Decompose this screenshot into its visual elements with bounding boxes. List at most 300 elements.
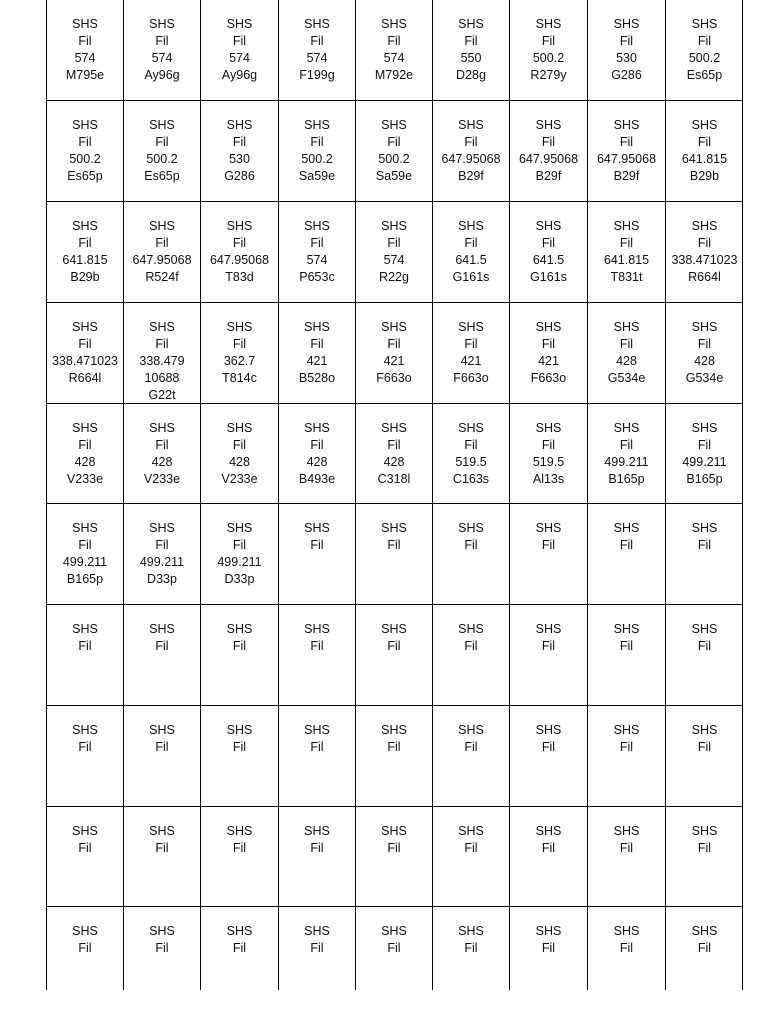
label-line: 428 <box>229 455 250 469</box>
label-cell <box>356 807 433 906</box>
label-cell <box>510 807 588 906</box>
label-line: F199g <box>299 68 335 82</box>
label-line: D28g <box>456 68 486 82</box>
label-line: 641.815 <box>603 253 650 267</box>
label-line: D33p <box>224 572 255 586</box>
label-cell <box>666 101 743 201</box>
table-row <box>47 907 742 990</box>
label-line: Fil <box>464 841 478 855</box>
label-cell <box>588 907 666 990</box>
label-line: SHS <box>72 219 98 233</box>
label-cell <box>356 504 433 604</box>
label-line: SHS <box>691 118 718 132</box>
label-line: SHS <box>149 17 175 31</box>
label-line: SHS <box>535 521 562 535</box>
label-line: SHS <box>691 421 718 435</box>
label-cell <box>433 0 510 100</box>
label-table <box>46 0 743 990</box>
label-line: R524f <box>145 270 179 284</box>
label-line: F663o <box>453 371 489 385</box>
label-line: SHS <box>381 118 407 132</box>
label-line: M795e <box>65 68 105 82</box>
label-cell <box>666 504 743 604</box>
label-line: Fil <box>78 337 92 351</box>
label-cell <box>588 101 666 201</box>
label-line: SHS <box>535 219 562 233</box>
label-line: SHS <box>691 320 718 334</box>
label-line: Fil <box>155 438 169 452</box>
label-line: SHS <box>691 824 718 838</box>
label-line: Fil <box>155 639 169 653</box>
label-line: V233e <box>221 472 258 486</box>
label-cell <box>433 706 510 806</box>
label-cell <box>279 706 356 806</box>
label-line: SHS <box>381 521 407 535</box>
label-line: SHS <box>149 521 175 535</box>
label-line: 362.7 <box>223 354 256 368</box>
label-line: SHS <box>613 924 640 938</box>
label-cell <box>124 404 201 503</box>
label-line: SHS <box>226 824 253 838</box>
label-cell <box>47 605 124 705</box>
label-line: Fil <box>619 740 634 754</box>
label-line: Fil <box>619 34 634 48</box>
label-line: Ay96g <box>221 68 258 82</box>
label-line: 10688 <box>144 371 180 385</box>
label-line: 421 <box>460 354 482 368</box>
label-line: Fil <box>464 639 478 653</box>
label-line: Fil <box>232 135 247 149</box>
label-line: Fil <box>541 236 556 250</box>
label-line: T831t <box>610 270 643 284</box>
label-line: Fil <box>78 639 92 653</box>
label-cell <box>666 605 743 705</box>
label-line: Fil <box>310 841 324 855</box>
label-line: Fil <box>155 236 169 250</box>
label-line: SHS <box>149 219 175 233</box>
label-cell <box>356 907 433 990</box>
label-line: 647.95068 <box>441 152 501 166</box>
label-cell <box>510 101 588 201</box>
label-line: Fil <box>78 841 92 855</box>
label-line: 500.2 <box>688 51 721 65</box>
label-line: R664l <box>688 270 721 284</box>
label-line: SHS <box>72 320 98 334</box>
label-cell <box>588 202 666 302</box>
label-line: 574 <box>74 51 96 65</box>
label-line: SHS <box>535 622 562 636</box>
label-line: 338.479 <box>139 354 185 368</box>
label-line: SHS <box>149 622 175 636</box>
label-cell <box>201 0 279 100</box>
label-line: Fil <box>541 841 556 855</box>
label-line: Fil <box>619 438 634 452</box>
label-line: R279y <box>530 68 567 82</box>
label-cell <box>124 0 201 100</box>
label-line: Fil <box>541 941 556 955</box>
label-line: 519.5 <box>532 455 565 469</box>
label-line: SHS <box>149 723 175 737</box>
label-line: SHS <box>691 17 718 31</box>
label-line: SHS <box>613 219 640 233</box>
label-line: Fil <box>464 941 478 955</box>
label-line: Fil <box>697 841 712 855</box>
label-cell <box>279 101 356 201</box>
label-cell <box>47 706 124 806</box>
label-line: 499.211 <box>217 555 262 569</box>
label-cell <box>356 0 433 100</box>
label-line: 574 <box>306 51 328 65</box>
label-line: SHS <box>304 521 330 535</box>
label-line: Fil <box>619 337 634 351</box>
label-line: 499.211 <box>62 555 108 569</box>
label-line: SHS <box>535 320 562 334</box>
label-line: 421 <box>383 354 405 368</box>
label-line: SHS <box>304 924 330 938</box>
label-line: Fil <box>310 236 324 250</box>
label-line: SHS <box>304 622 330 636</box>
label-line: SHS <box>535 421 562 435</box>
label-line: SHS <box>381 219 407 233</box>
label-line: SHS <box>72 924 98 938</box>
label-cell <box>433 101 510 201</box>
label-line: Sa59e <box>375 169 413 183</box>
table-row <box>47 605 742 706</box>
label-cell <box>588 404 666 503</box>
label-line: Fil <box>232 236 247 250</box>
label-line: Fil <box>310 538 324 552</box>
label-line: Fil <box>155 337 169 351</box>
label-line: SHS <box>535 824 562 838</box>
label-line: SHS <box>691 219 718 233</box>
label-line: SHS <box>381 320 407 334</box>
label-line: Fil <box>387 34 401 48</box>
label-cell <box>588 706 666 806</box>
label-cell <box>510 0 588 100</box>
label-line: SHS <box>458 118 484 132</box>
label-line: Fil <box>78 438 92 452</box>
label-line: 530 <box>616 51 637 65</box>
label-line: SHS <box>149 421 175 435</box>
label-line: Fil <box>541 639 556 653</box>
label-line: Fil <box>697 236 712 250</box>
label-line: G286 <box>224 169 255 183</box>
label-line: Fil <box>697 438 712 452</box>
label-line: G534e <box>607 371 646 385</box>
label-line: 641.815 <box>681 152 728 166</box>
label-cell <box>433 907 510 990</box>
label-line: 647.95068 <box>518 152 579 166</box>
label-line: SHS <box>72 622 98 636</box>
label-cell <box>47 202 124 302</box>
label-line: Fil <box>697 337 712 351</box>
label-line: Fil <box>310 438 324 452</box>
label-cell <box>666 706 743 806</box>
label-cell <box>510 706 588 806</box>
label-line: SHS <box>304 118 330 132</box>
label-line: R664l <box>68 371 102 385</box>
label-line: F663o <box>376 371 412 385</box>
label-line: Fil <box>387 740 401 754</box>
label-cell <box>356 404 433 503</box>
label-cell <box>356 101 433 201</box>
label-line: Fil <box>619 236 634 250</box>
label-line: G22t <box>148 388 176 402</box>
label-cell <box>433 807 510 906</box>
label-line: B165p <box>608 472 645 486</box>
label-line: SHS <box>613 118 640 132</box>
label-line: C318l <box>377 472 411 486</box>
label-cell <box>47 0 124 100</box>
label-line: 500.2 <box>146 152 178 166</box>
label-line: SHS <box>613 622 640 636</box>
label-cell <box>356 202 433 302</box>
label-cell <box>124 807 201 906</box>
label-line: Fil <box>78 236 92 250</box>
label-line: Fil <box>541 740 556 754</box>
label-line: Fil <box>464 438 478 452</box>
label-line: 421 <box>306 354 328 368</box>
label-cell <box>47 404 124 503</box>
label-line: SHS <box>381 723 407 737</box>
label-line: Sa59e <box>298 169 336 183</box>
table-row <box>47 404 742 504</box>
label-line: G534e <box>685 371 724 385</box>
label-line: Fil <box>78 538 92 552</box>
label-cell <box>201 807 279 906</box>
label-line: B29f <box>535 169 562 183</box>
label-cell <box>279 807 356 906</box>
label-line: B165p <box>66 572 104 586</box>
label-line: Fil <box>541 135 556 149</box>
label-line: 530 <box>229 152 250 166</box>
label-line: Fil <box>310 337 324 351</box>
label-line: Fil <box>464 538 478 552</box>
label-line: Fil <box>541 538 556 552</box>
label-line: SHS <box>226 521 253 535</box>
label-line: 500.2 <box>378 152 410 166</box>
label-cell <box>279 0 356 100</box>
label-line: Fil <box>464 135 478 149</box>
label-line: 647.95068 <box>132 253 192 267</box>
label-line: P653c <box>299 270 335 284</box>
label-line: B493e <box>298 472 336 486</box>
label-line: 641.815 <box>62 253 108 267</box>
label-line: 428 <box>151 455 173 469</box>
label-line: G286 <box>611 68 642 82</box>
label-line: SHS <box>226 118 253 132</box>
label-line: SHS <box>458 219 484 233</box>
label-line: SHS <box>226 17 253 31</box>
label-line: 500.2 <box>301 152 333 166</box>
label-line: 500.2 <box>532 51 565 65</box>
label-line: Fil <box>387 639 401 653</box>
label-line: Fil <box>619 841 634 855</box>
label-line: SHS <box>613 521 640 535</box>
label-cell <box>124 202 201 302</box>
label-line: SHS <box>691 622 718 636</box>
label-cell <box>666 202 743 302</box>
table-row <box>47 202 742 303</box>
label-cell <box>433 605 510 705</box>
label-line: SHS <box>535 118 562 132</box>
label-line: SHS <box>72 521 98 535</box>
label-cell <box>47 907 124 990</box>
label-line: Fil <box>155 34 169 48</box>
label-line: SHS <box>72 824 98 838</box>
label-cell <box>47 101 124 201</box>
label-line: 574 <box>383 51 405 65</box>
label-line: SHS <box>72 118 98 132</box>
label-line: F663o <box>530 371 567 385</box>
label-cell <box>201 101 279 201</box>
label-line: Fil <box>387 337 401 351</box>
label-cell <box>201 504 279 604</box>
label-line: Fil <box>310 135 324 149</box>
label-line: SHS <box>691 723 718 737</box>
label-line: Fil <box>232 639 247 653</box>
label-line: Fil <box>155 740 169 754</box>
label-cell <box>588 0 666 100</box>
label-cell <box>124 605 201 705</box>
label-line: SHS <box>381 421 407 435</box>
label-line: SHS <box>458 521 484 535</box>
label-cell <box>510 303 588 403</box>
label-line: Fil <box>387 841 401 855</box>
label-cell <box>124 504 201 604</box>
label-cell <box>433 202 510 302</box>
label-line: T83d <box>225 270 254 284</box>
label-cell <box>201 706 279 806</box>
label-line: SHS <box>304 17 330 31</box>
label-line: SHS <box>535 924 562 938</box>
label-line: Fil <box>464 34 478 48</box>
label-line: SHS <box>613 17 640 31</box>
label-line: SHS <box>458 320 484 334</box>
label-cell <box>124 303 201 403</box>
label-line: Fil <box>464 337 478 351</box>
label-line: SHS <box>72 723 98 737</box>
label-cell <box>201 404 279 503</box>
label-line: SHS <box>149 824 175 838</box>
table-row <box>47 303 742 404</box>
label-line: Fil <box>387 438 401 452</box>
table-row <box>47 504 742 605</box>
label-line: 641.5 <box>532 253 565 267</box>
label-line: 428 <box>694 354 715 368</box>
label-cell <box>47 807 124 906</box>
label-line: B29f <box>458 169 484 183</box>
table-row <box>47 807 742 907</box>
label-line: SHS <box>226 219 253 233</box>
label-cell <box>47 504 124 604</box>
label-cell <box>201 303 279 403</box>
label-cell <box>201 605 279 705</box>
label-line: Fil <box>697 639 712 653</box>
label-cell <box>433 404 510 503</box>
label-line: SHS <box>613 723 640 737</box>
label-line: SHS <box>226 723 253 737</box>
label-line: Fil <box>541 337 556 351</box>
label-line: Fil <box>464 236 478 250</box>
label-line: Fil <box>697 941 712 955</box>
label-line: SHS <box>72 17 98 31</box>
label-cell <box>279 504 356 604</box>
label-line: SHS <box>381 924 407 938</box>
label-line: 550 <box>460 51 482 65</box>
label-line: 338.471023 <box>671 253 738 267</box>
label-line: Fil <box>78 941 92 955</box>
label-cell <box>279 404 356 503</box>
label-line: G161s <box>530 270 567 284</box>
label-line: Fil <box>697 34 712 48</box>
label-line: Fil <box>387 941 401 955</box>
label-line: Ay96g <box>144 68 180 82</box>
label-line: Fil <box>155 941 169 955</box>
label-line: SHS <box>149 320 175 334</box>
label-line: Fil <box>232 337 247 351</box>
label-line: 428 <box>383 455 405 469</box>
label-line: 338.471023 <box>51 354 119 368</box>
label-cell <box>201 907 279 990</box>
label-line: V233e <box>143 472 181 486</box>
label-line: Fil <box>232 34 247 48</box>
label-cell <box>666 303 743 403</box>
label-cell <box>510 605 588 705</box>
label-line: Fil <box>232 740 247 754</box>
label-line: SHS <box>458 622 484 636</box>
label-line: 641.5 <box>455 253 487 267</box>
label-line: SHS <box>613 421 640 435</box>
label-line: Fil <box>310 34 324 48</box>
label-line: Fil <box>619 538 634 552</box>
label-cell <box>510 504 588 604</box>
label-line: Fil <box>232 438 247 452</box>
label-cell <box>279 907 356 990</box>
label-line: SHS <box>381 622 407 636</box>
label-line: 499.211 <box>682 455 727 469</box>
label-line: Fil <box>78 34 92 48</box>
label-line: Fil <box>464 740 478 754</box>
label-line: SHS <box>226 622 253 636</box>
label-line: Fil <box>232 538 247 552</box>
label-line: Fil <box>541 438 556 452</box>
label-line: 647.95068 <box>209 253 270 267</box>
label-line: Fil <box>310 740 324 754</box>
label-line: Fil <box>232 941 247 955</box>
label-cell <box>666 807 743 906</box>
label-line: 574 <box>151 51 173 65</box>
label-cell <box>588 605 666 705</box>
label-line: SHS <box>535 723 562 737</box>
label-cell <box>588 303 666 403</box>
label-line: Fil <box>155 538 169 552</box>
label-line: Fil <box>155 135 169 149</box>
label-line: Fil <box>310 941 324 955</box>
label-line: SHS <box>458 924 484 938</box>
table-row <box>47 706 742 807</box>
label-line: T814c <box>222 371 257 385</box>
label-line: SHS <box>226 320 253 334</box>
label-line: Fil <box>78 135 92 149</box>
label-line: 519.5 <box>455 455 487 469</box>
label-cell <box>433 303 510 403</box>
label-line: 428 <box>616 354 637 368</box>
label-cell <box>510 202 588 302</box>
label-line: Fil <box>78 740 92 754</box>
label-line: 574 <box>229 51 250 65</box>
label-cell <box>666 0 743 100</box>
